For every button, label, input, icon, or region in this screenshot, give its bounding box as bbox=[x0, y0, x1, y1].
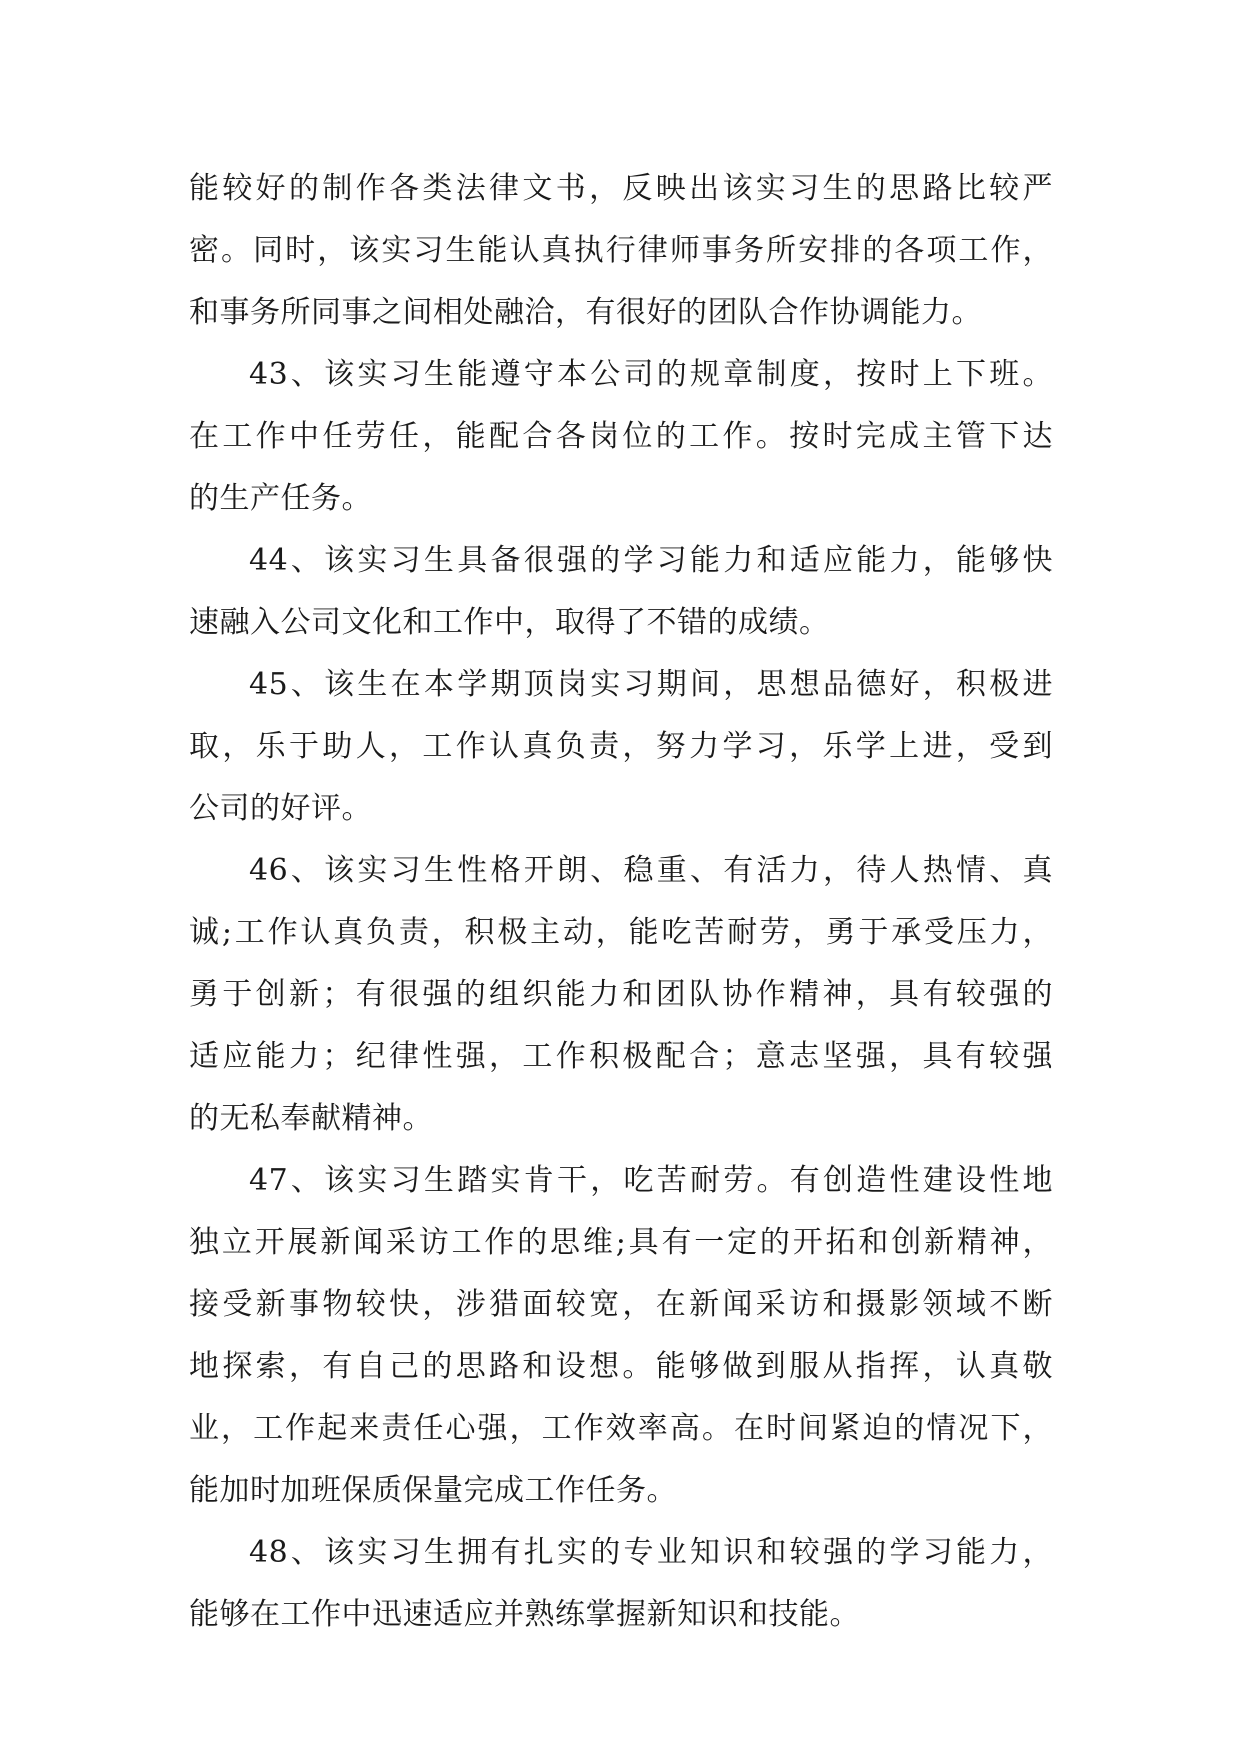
text-line: 地探索，有自己的思路和设想。能够做到服从指挥，认真敬 bbox=[189, 1349, 1053, 1384]
paragraph-46-start: 46、该实习生性格开朗、稳重、有活力，待人热情、真 bbox=[249, 853, 1053, 888]
paragraph-43-start: 43、该实习生能遵守本公司的规章制度，按时上下班。 bbox=[249, 357, 1053, 392]
text-line: 业，工作起来责任心强，工作效率高。在时间紧迫的情况下， bbox=[189, 1411, 1053, 1446]
text-line: 能够在工作中迅速适应并熟练掌握新知识和技能。 bbox=[189, 1597, 860, 1632]
document-body bbox=[189, 158, 1053, 1646]
text-line: 适应能力；纪律性强，工作积极配合；意志坚强，具有较强 bbox=[189, 1039, 1053, 1074]
paragraph-44-start: 44、该实习生具备很强的学习能力和适应能力，能够快 bbox=[249, 543, 1053, 578]
paragraph-48-start: 48、该实习生拥有扎实的专业知识和较强的学习能力， bbox=[249, 1535, 1053, 1570]
text-line: 能加时加班保质保量完成工作任务。 bbox=[189, 1473, 677, 1508]
text-line: 在工作中任劳任，能配合各岗位的工作。按时完成主管下达 bbox=[189, 419, 1053, 454]
text-line: 接受新事物较快，涉猎面较宽，在新闻采访和摄影领域不断 bbox=[189, 1287, 1053, 1322]
text-line: 的生产任务。 bbox=[189, 481, 372, 516]
paragraph-47-start: 47、该实习生踏实肯干，吃苦耐劳。有创造性建设性地 bbox=[249, 1163, 1053, 1198]
text-line: 独立开展新闻采访工作的思维;具有一定的开拓和创新精神， bbox=[189, 1225, 1053, 1260]
text-line: 勇于创新；有很强的组织能力和团队协作精神，具有较强的 bbox=[189, 977, 1053, 1012]
text-line: 能较好的制作各类法律文书，反映出该实习生的思路比较严 bbox=[189, 171, 1053, 206]
paragraph-45-start: 45、该生在本学期顶岗实习期间，思想品德好，积极进 bbox=[249, 667, 1053, 702]
text-line: 的无私奉献精神。 bbox=[189, 1101, 433, 1136]
text-line: 取，乐于助人，工作认真负责，努力学习，乐学上进，受到 bbox=[189, 729, 1053, 764]
text-line: 和事务所同事之间相处融洽，有很好的团队合作协调能力。 bbox=[189, 295, 982, 330]
text-line: 诚;工作认真负责，积极主动，能吃苦耐劳，勇于承受压力， bbox=[189, 915, 1053, 950]
text-line: 公司的好评。 bbox=[189, 791, 372, 826]
text-line: 速融入公司文化和工作中，取得了不错的成绩。 bbox=[189, 605, 830, 640]
text-line: 密。同时，该实习生能认真执行律师事务所安排的各项工作， bbox=[189, 233, 1053, 268]
